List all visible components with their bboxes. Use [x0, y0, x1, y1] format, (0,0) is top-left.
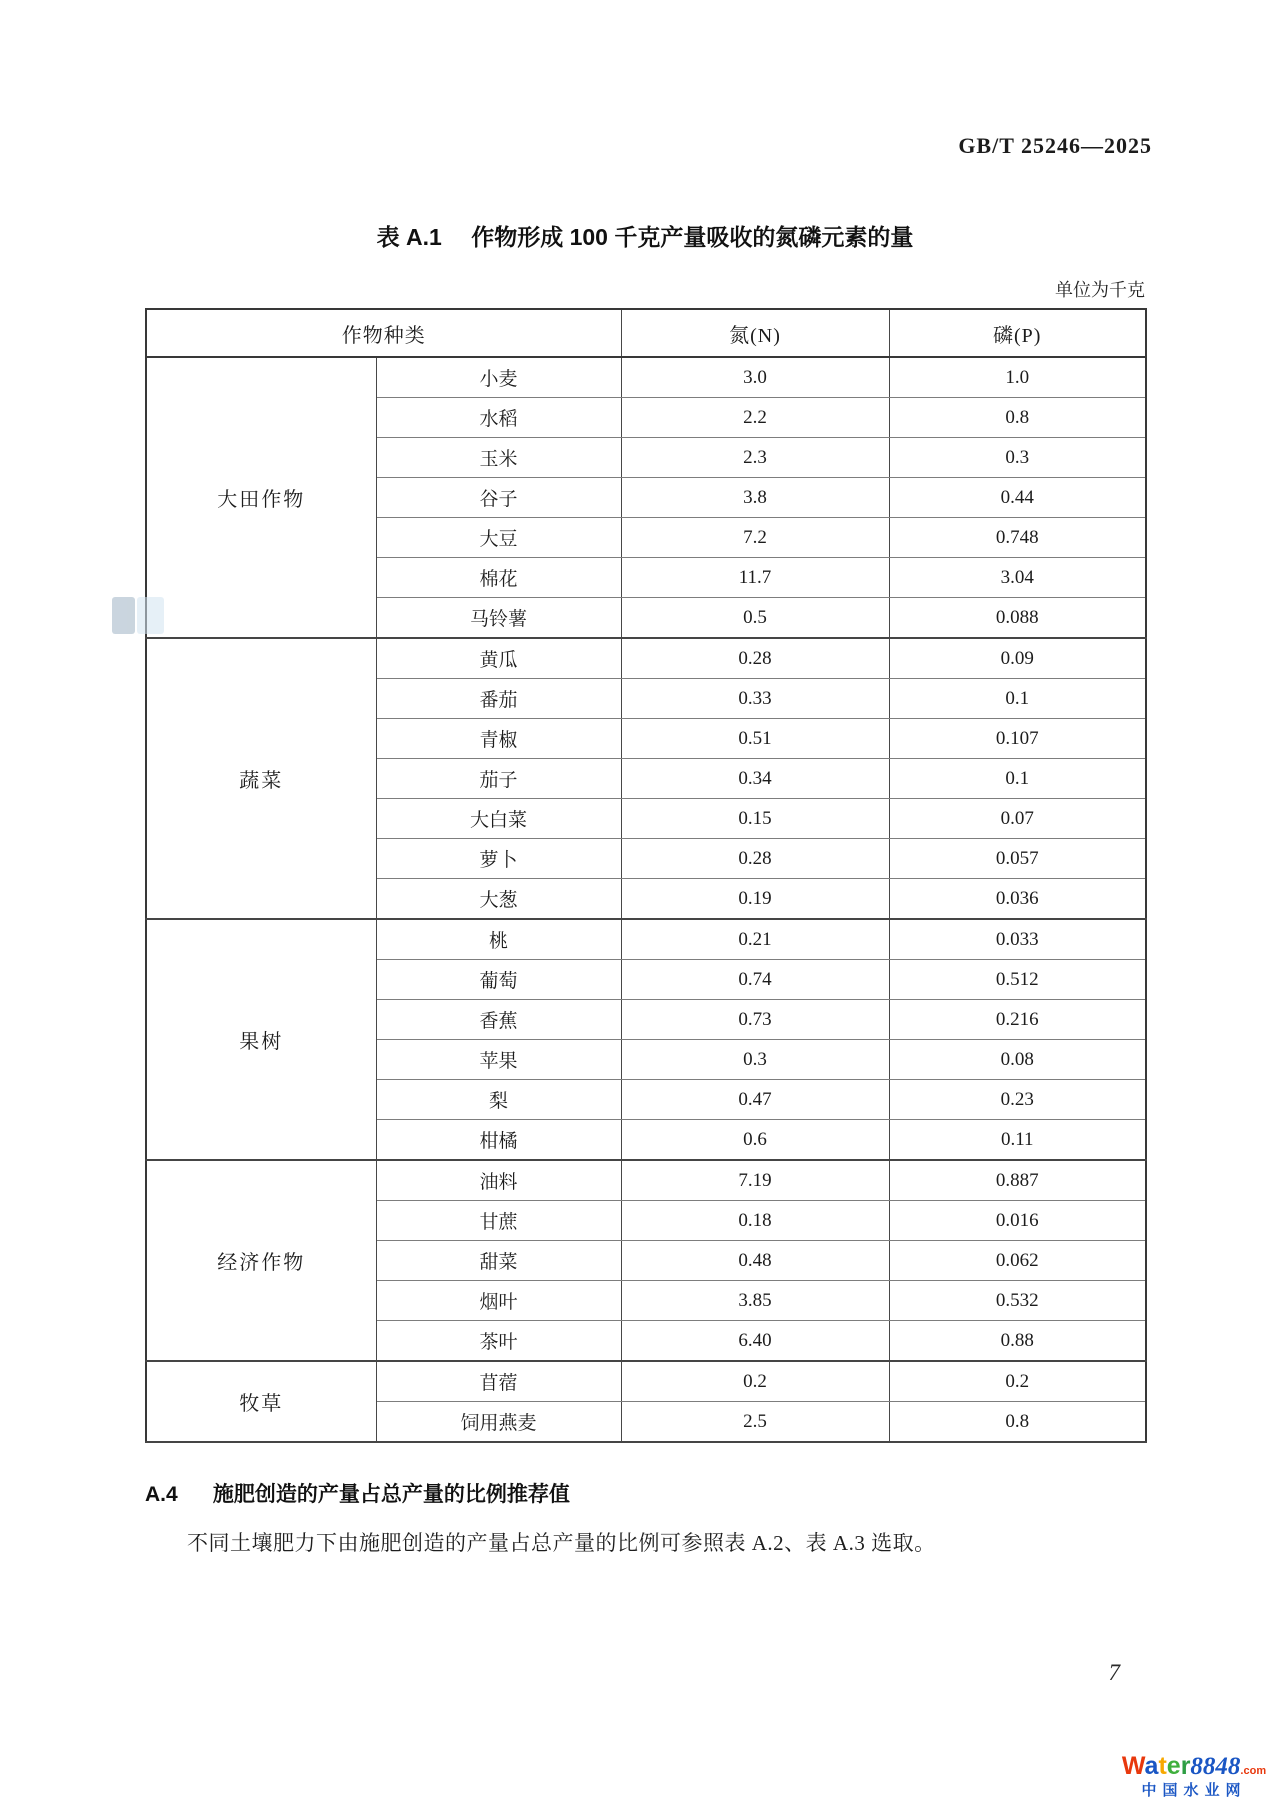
nitrogen-value-cell: 0.47	[621, 1080, 889, 1120]
water8848-letter: e	[1166, 1752, 1181, 1780]
nitrogen-value-cell: 0.51	[621, 719, 889, 759]
table-header-row	[146, 309, 1146, 357]
crop-group-label: 大田作物	[146, 357, 376, 638]
crop-group-label: 经济作物	[146, 1160, 376, 1361]
nitrogen-value-cell: 0.73	[621, 1000, 889, 1040]
phosphorus-value-cell: 0.216	[889, 1000, 1146, 1040]
nitrogen-value-cell: 6.40	[621, 1321, 889, 1362]
nitrogen-value-cell: 11.7	[621, 558, 889, 598]
crop-group-label: 牧草	[146, 1361, 376, 1442]
left-edge-watermark	[112, 597, 164, 634]
phosphorus-value-cell: 0.062	[889, 1241, 1146, 1281]
crop-name-cell: 青椒	[376, 719, 621, 759]
phosphorus-value-cell: 0.8	[889, 1402, 1146, 1443]
phosphorus-value-cell: 0.44	[889, 478, 1146, 518]
section-heading-text: 施肥创造的产量占总产量的比例推荐值	[212, 1483, 570, 1506]
nitrogen-value-cell: 0.18	[621, 1201, 889, 1241]
nitrogen-value-cell: 0.2	[621, 1361, 889, 1402]
crop-name-cell: 黄瓜	[376, 638, 621, 679]
crop-name-cell: 大豆	[376, 518, 621, 558]
crop-name-cell: 甘蔗	[376, 1201, 621, 1241]
nitrogen-value-cell: 3.85	[621, 1281, 889, 1321]
unit-note: 单位为千克	[1055, 280, 1145, 300]
nitrogen-value-cell: 3.0	[621, 357, 889, 398]
standard-number: GB/T 25246—2025	[958, 133, 1152, 158]
phosphorus-value-cell: 0.748	[889, 518, 1146, 558]
crop-name-cell: 葡萄	[376, 960, 621, 1000]
phosphorus-value-cell: 0.8	[889, 398, 1146, 438]
crop-name-cell: 番茄	[376, 679, 621, 719]
phosphorus-value-cell: 0.88	[889, 1321, 1146, 1362]
table-row	[146, 357, 1146, 398]
nitrogen-value-cell: 7.2	[621, 518, 889, 558]
table-row	[146, 1160, 1146, 1201]
phosphorus-value-cell: 0.107	[889, 719, 1146, 759]
crop-name-cell: 大白菜	[376, 799, 621, 839]
phosphorus-value-cell: 0.2	[889, 1361, 1146, 1402]
water8848-subtitle: 中国水业网	[1141, 1782, 1247, 1799]
table-title-text: 作物形成 100 千克产量吸收的氮磷元素的量	[471, 224, 914, 250]
water8848-watermark	[1112, 1754, 1276, 1798]
water8848-letter: a	[1144, 1752, 1159, 1780]
phosphorus-value-cell: 0.088	[889, 598, 1146, 639]
col-header-phosphorus: 磷(P)	[889, 309, 1146, 357]
water8848-logo	[1112, 1754, 1276, 1779]
crop-group-label: 蔬菜	[146, 638, 376, 919]
phosphorus-value-cell: 0.532	[889, 1281, 1146, 1321]
nitrogen-value-cell: 0.3	[621, 1040, 889, 1080]
crop-name-cell: 香蕉	[376, 1000, 621, 1040]
col-header-nitrogen: 氮(N)	[621, 309, 889, 357]
nitrogen-value-cell: 0.34	[621, 759, 889, 799]
phosphorus-value-cell: 3.04	[889, 558, 1146, 598]
crop-name-cell: 甜菜	[376, 1241, 621, 1281]
water8848-letter: t	[1158, 1752, 1167, 1780]
watermark-square-icon	[137, 597, 164, 634]
table-title-label: 表 A.1	[376, 224, 442, 250]
phosphorus-value-cell: 0.1	[889, 679, 1146, 719]
page-content	[145, 222, 1145, 1559]
table-row	[146, 638, 1146, 679]
phosphorus-value-cell: 0.23	[889, 1080, 1146, 1120]
nitrogen-value-cell: 2.2	[621, 398, 889, 438]
crop-name-cell: 苹果	[376, 1040, 621, 1080]
nitrogen-value-cell: 7.19	[621, 1160, 889, 1201]
table-row	[146, 1361, 1146, 1402]
nitrogen-value-cell: 0.48	[621, 1241, 889, 1281]
nitrogen-value-cell: 0.6	[621, 1120, 889, 1161]
crop-name-cell: 玉米	[376, 438, 621, 478]
page-number: 7	[1108, 1660, 1120, 1685]
phosphorus-value-cell: 0.3	[889, 438, 1146, 478]
crop-name-cell: 桃	[376, 919, 621, 960]
nitrogen-value-cell: 0.19	[621, 879, 889, 920]
nitrogen-value-cell: 0.5	[621, 598, 889, 639]
crop-name-cell: 饲用燕麦	[376, 1402, 621, 1443]
nitrogen-value-cell: 0.33	[621, 679, 889, 719]
water8848-wordmark	[1121, 1752, 1191, 1780]
crop-name-cell: 油料	[376, 1160, 621, 1201]
crop-name-cell: 柑橘	[376, 1120, 621, 1161]
nitrogen-value-cell: 3.8	[621, 478, 889, 518]
water8848-tld: .com	[1240, 1765, 1267, 1777]
phosphorus-value-cell: 0.016	[889, 1201, 1146, 1241]
nitrogen-value-cell: 0.28	[621, 839, 889, 879]
nitrogen-value-cell: 2.3	[621, 438, 889, 478]
table-title	[145, 222, 1145, 252]
crop-name-cell: 苜蓿	[376, 1361, 621, 1402]
nitrogen-value-cell: 0.28	[621, 638, 889, 679]
crop-name-cell: 马铃薯	[376, 598, 621, 639]
phosphorus-value-cell: 0.07	[889, 799, 1146, 839]
nitrogen-value-cell: 0.74	[621, 960, 889, 1000]
nitrogen-value-cell: 2.5	[621, 1402, 889, 1443]
table-row	[146, 919, 1146, 960]
crops-nutrient-table	[145, 308, 1147, 1443]
phosphorus-value-cell: 0.887	[889, 1160, 1146, 1201]
crop-name-cell: 谷子	[376, 478, 621, 518]
crop-name-cell: 烟叶	[376, 1281, 621, 1321]
phosphorus-value-cell: 0.09	[889, 638, 1146, 679]
phosphorus-value-cell: 0.036	[889, 879, 1146, 920]
water8848-number: 8848	[1190, 1753, 1241, 1780]
crop-name-cell: 棉花	[376, 558, 621, 598]
nitrogen-value-cell: 0.21	[621, 919, 889, 960]
crop-name-cell: 茄子	[376, 759, 621, 799]
crop-name-cell: 梨	[376, 1080, 621, 1120]
phosphorus-value-cell: 1.0	[889, 357, 1146, 398]
phosphorus-value-cell: 0.512	[889, 960, 1146, 1000]
crop-name-cell: 大葱	[376, 879, 621, 920]
phosphorus-value-cell: 0.1	[889, 759, 1146, 799]
phosphorus-value-cell: 0.11	[889, 1120, 1146, 1161]
crop-group-label: 果树	[146, 919, 376, 1160]
section-heading-id: A.4	[145, 1483, 178, 1506]
crop-name-cell: 水稻	[376, 398, 621, 438]
phosphorus-value-cell: 0.057	[889, 839, 1146, 879]
nitrogen-value-cell: 0.15	[621, 799, 889, 839]
phosphorus-value-cell: 0.08	[889, 1040, 1146, 1080]
section-paragraph: 不同土壤肥力下由施肥创造的产量占总产量的比例可参照表 A.2、表 A.3 选取。	[187, 1531, 936, 1555]
crop-name-cell: 萝卜	[376, 839, 621, 879]
water8848-letter: W	[1121, 1752, 1145, 1780]
section-heading	[145, 1481, 1145, 1509]
phosphorus-value-cell: 0.033	[889, 919, 1146, 960]
crop-name-cell: 小麦	[376, 357, 621, 398]
watermark-square-icon	[112, 597, 135, 634]
crop-name-cell: 茶叶	[376, 1321, 621, 1362]
col-header-category: 作物种类	[146, 309, 621, 357]
water8848-letter: r	[1180, 1752, 1191, 1780]
